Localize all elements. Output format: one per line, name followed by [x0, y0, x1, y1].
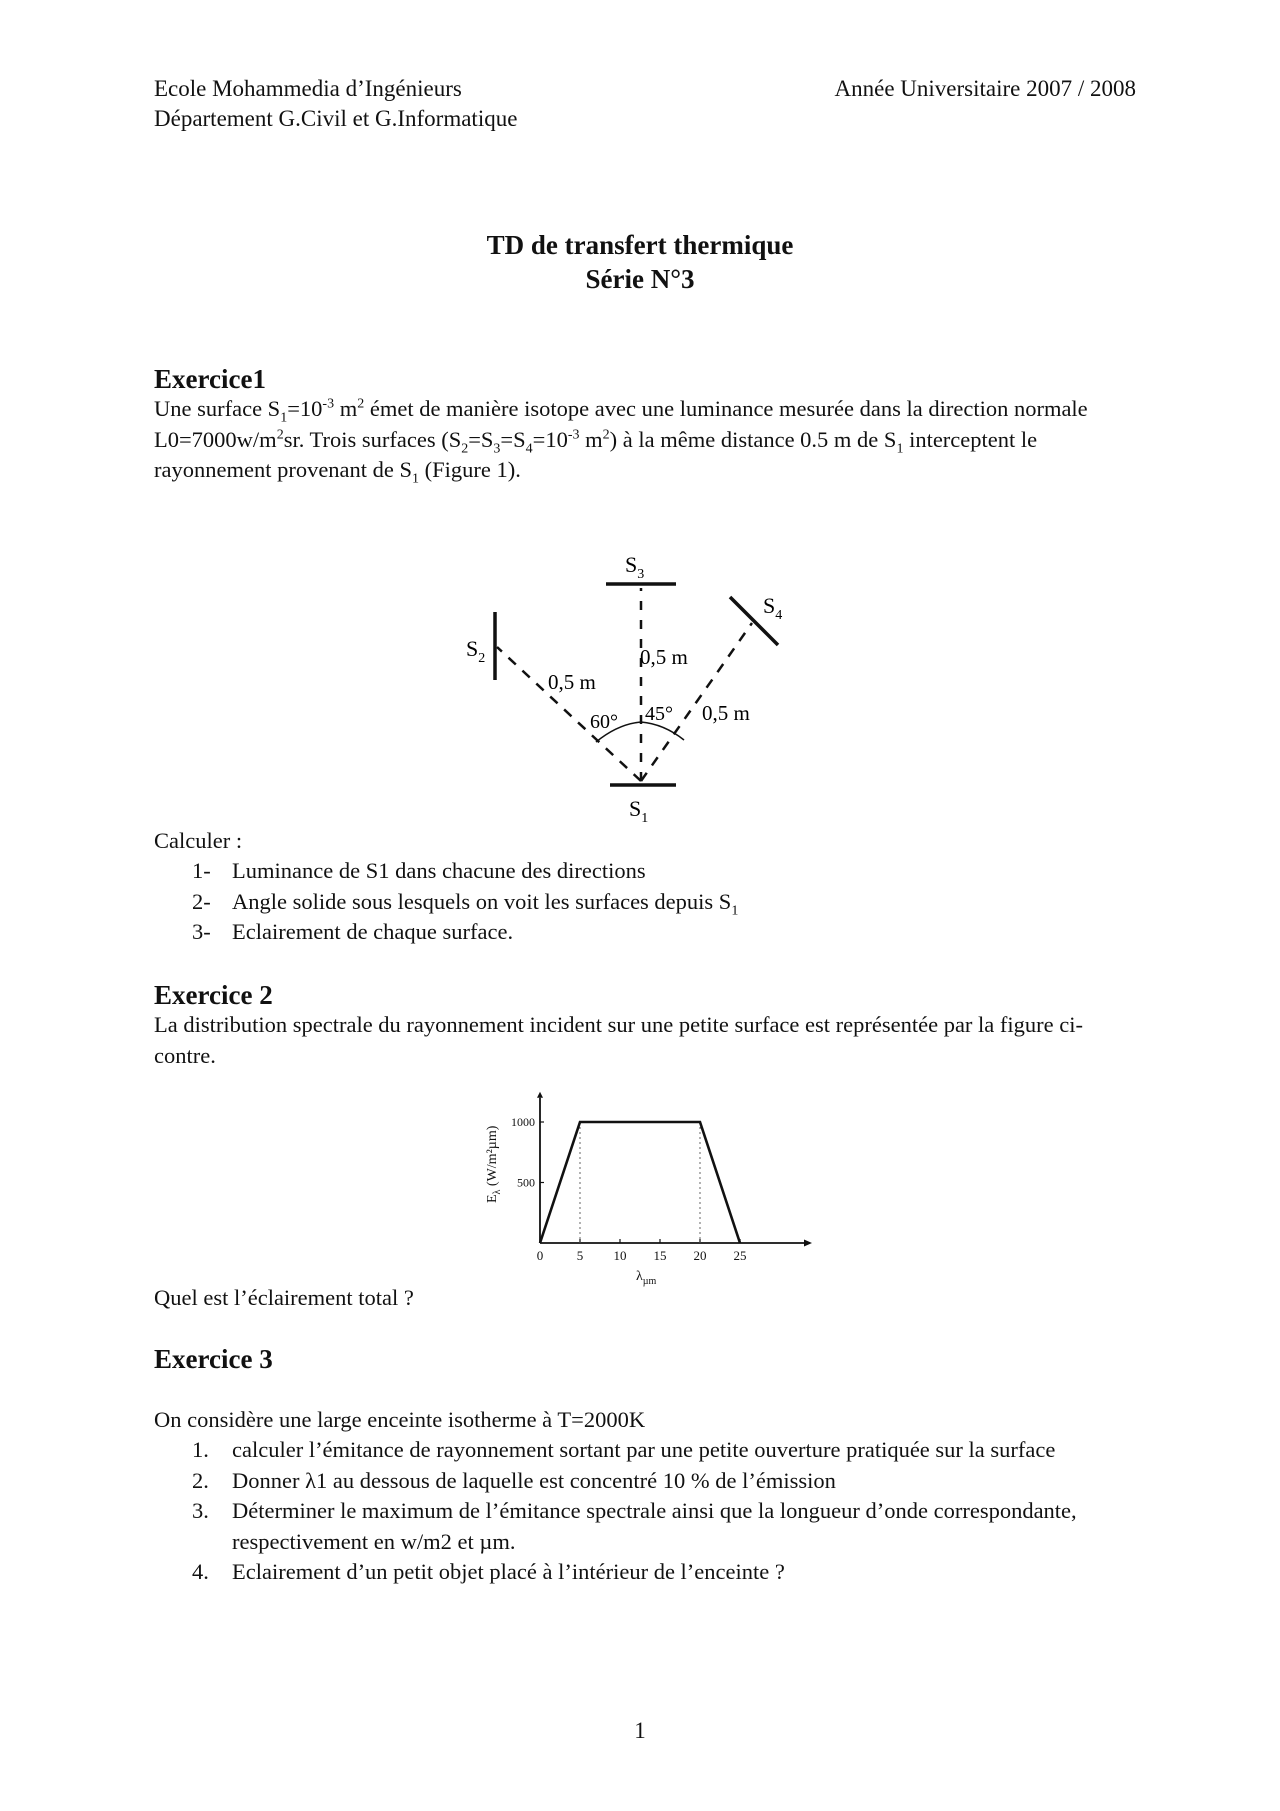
exercise-3-question-4: 4. Eclairement d’un petit objet placé à l’intérieur de l’enceinte ? [192, 1559, 785, 1584]
page-number: 1 [634, 1718, 646, 1743]
chart-guides [580, 1122, 700, 1243]
exercise-3-questions [154, 1435, 1144, 1588]
label-s3: $S_3$ [625, 552, 645, 582]
exercise-1-question-2: 2- Angle solide sous lesquels on voit les surfaces depuis $S_1$ [192, 888, 739, 918]
exercise-1-statement: Une surface $S_1=10^{-3}$ $m^2$ émet de manière isotope avec une luminance mesurée dans la direction normale $L0=7000w/m^2sr$. Trois surfaces ($S_2=S_3=S_4=10^{-3}$ $m^2$) à la même distance 0.5 m de $S_1$ interceptent le rayonnement provenant de $S_1$ (Figure 1). [154, 396, 1088, 487]
label-angle-60: 60° [590, 711, 618, 733]
document-title: TD de transfert thermique [486, 230, 794, 260]
calculate-label: Calculer : [154, 828, 243, 853]
y-tick-label-500: 500 [517, 1175, 535, 1190]
y-axis-label: $E_\lambda$ (W/m²µm) [485, 1125, 503, 1203]
exercise-1-heading: Exercice1 [154, 364, 266, 394]
exercise-2-question: Quel est l’éclairement total ? [154, 1285, 414, 1310]
document-subtitle: Série N°3 [585, 264, 695, 294]
label-distance-right: 0,5 m [702, 701, 750, 725]
s2-direction-line [497, 647, 641, 781]
exercise-1-question-3: 3- Eclairement de chaque surface. [192, 919, 514, 944]
exercise-2-heading: Exercice 2 [154, 980, 273, 1010]
label-angle-45: 45° [645, 703, 673, 725]
exercise-3-question-1: 1. calculer l’émitance de rayonnement sortant par une petite ouverture pratiquée sur la surface [192, 1437, 1056, 1462]
y-axis-arrow [537, 1092, 543, 1098]
x-tick-label-10: 10 [613, 1248, 627, 1263]
exercise-2-statement: La distribution spectrale du rayonnement incident sur une petite surface est représentée par la figure ci-contre. [154, 1012, 1083, 1068]
x-tick-label-0: 0 [536, 1248, 544, 1263]
x-axis-label: $\lambda_{\mu m}$ [636, 1269, 657, 1287]
label-s2: $S_2$ [466, 636, 486, 666]
exercise-1-questions [154, 856, 1144, 948]
exercise-3-question-2: 2. Donner λ1 au dessous de laquelle est concentré 10 % de l’émission [192, 1467, 836, 1493]
academic-year: Année Universitaire 2007 / 2008 [834, 76, 1136, 101]
department-name: Département G.Civil et G.Informatique [154, 106, 518, 131]
x-axis-arrow [804, 1240, 812, 1247]
school-name: Ecole Mohammedia d’Ingénieurs [154, 76, 462, 101]
label-s4: $S_4$ [763, 593, 783, 623]
label-s1: $S_1$ [629, 796, 649, 826]
chart-series [540, 1122, 740, 1243]
spectral-distribution-chart [470, 1060, 820, 1300]
exercise-3-heading: Exercice 3 [154, 1344, 273, 1374]
chart-axes [537, 1092, 812, 1247]
x-tick-label-20: 20 [693, 1248, 707, 1263]
label-distance-left: 0,5 m [548, 670, 596, 694]
exercise-3-intro: On considère une large enceinte isotherme à T=2000K [154, 1407, 646, 1432]
x-tick-label-25: 25 [733, 1248, 747, 1263]
spectral-series-line [540, 1122, 740, 1243]
x-tick-label-5: 5 [576, 1248, 584, 1263]
y-tick-label-1000: 1000 [511, 1115, 535, 1129]
label-distance-middle: 0,5 m [640, 645, 688, 669]
exercise-1-question-1: 1- Luminance de S1 dans chacune des directions [192, 858, 646, 883]
x-tick-label-15: 15 [653, 1248, 667, 1263]
exercise-3-question-3: 3. Déterminer le maximum de l’émitance spectrale ainsi que la longueur d’onde correspondante, respectivement en w/m2 et µm. [192, 1498, 1077, 1554]
